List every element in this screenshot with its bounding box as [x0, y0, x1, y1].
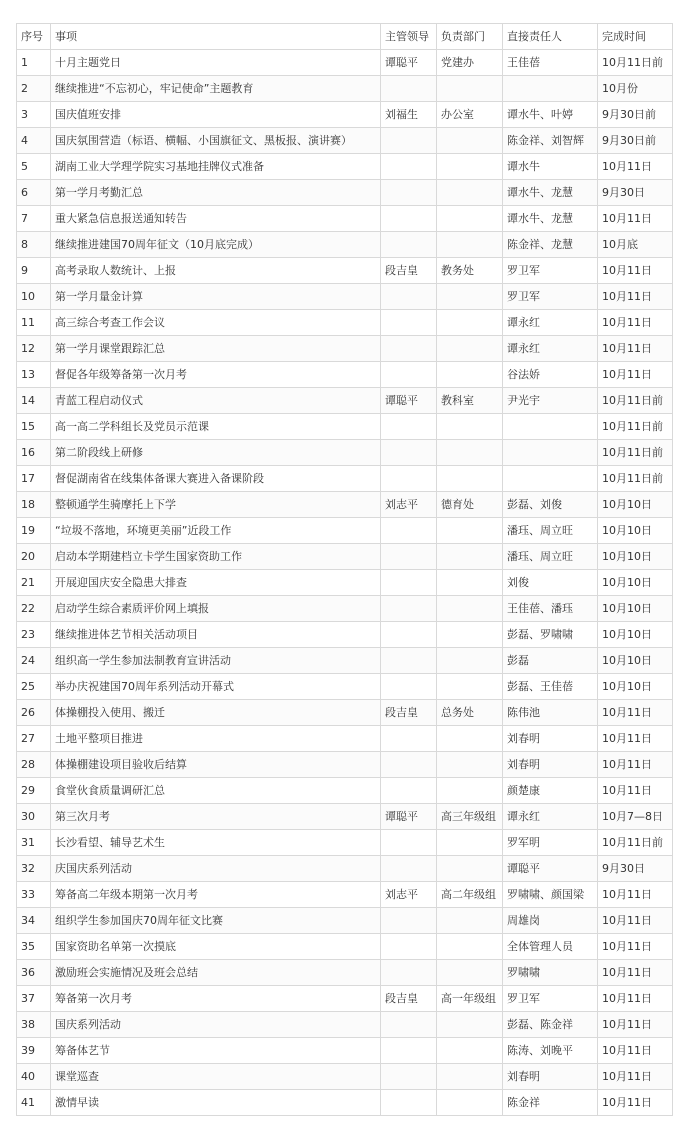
cell-department [437, 76, 503, 102]
table-row [17, 648, 673, 674]
table-row [17, 492, 673, 518]
cell-responsible [503, 76, 598, 102]
cell-responsible: 罗啸啸 [503, 960, 598, 986]
cell-index: 15 [17, 414, 51, 440]
cell-task: 第二阶段线上研修 [51, 440, 381, 466]
table-row [17, 596, 673, 622]
cell-index: 41 [17, 1090, 51, 1116]
cell-task: 激励班会实施情况及班会总结 [51, 960, 381, 986]
cell-task: 土地平整项目推进 [51, 726, 381, 752]
cell-department [437, 726, 503, 752]
cell-responsible [503, 414, 598, 440]
cell-index: 9 [17, 258, 51, 284]
cell-task: 激情早读 [51, 1090, 381, 1116]
cell-task: 青蓝工程启动仪式 [51, 388, 381, 414]
cell-index: 36 [17, 960, 51, 986]
cell-task: 举办庆祝建国70周年系列活动开幕式 [51, 674, 381, 700]
cell-task: 筹备高二年级本期第一次月考 [51, 882, 381, 908]
cell-leader [381, 1064, 437, 1090]
cell-responsible: 谭水牛 [503, 154, 598, 180]
cell-department [437, 466, 503, 492]
cell-index: 27 [17, 726, 51, 752]
cell-index: 19 [17, 518, 51, 544]
cell-leader: 刘志平 [381, 882, 437, 908]
cell-department: 高二年级组 [437, 882, 503, 908]
cell-responsible: 潘珏、周立旺 [503, 544, 598, 570]
cell-department [437, 830, 503, 856]
cell-responsible: 谷法娇 [503, 362, 598, 388]
cell-deadline: 10月11日前 [598, 388, 673, 414]
cell-index: 21 [17, 570, 51, 596]
cell-deadline: 10月份 [598, 76, 673, 102]
cell-deadline: 10月11日 [598, 1064, 673, 1090]
cell-deadline: 10月11日 [598, 934, 673, 960]
cell-task: 第三次月考 [51, 804, 381, 830]
cell-task: 高考录取人数统计、上报 [51, 258, 381, 284]
table-row [17, 856, 673, 882]
cell-deadline: 10月11日 [598, 362, 673, 388]
cell-responsible: 王佳蓓 [503, 50, 598, 76]
cell-responsible: 彭磊 [503, 648, 598, 674]
cell-index: 39 [17, 1038, 51, 1064]
cell-task: 开展迎国庆安全隐患大排查 [51, 570, 381, 596]
table-row [17, 336, 673, 362]
cell-department [437, 1038, 503, 1064]
cell-task: 湖南工业大学理学院实习基地挂牌仪式准备 [51, 154, 381, 180]
cell-leader [381, 232, 437, 258]
cell-responsible: 罗军明 [503, 830, 598, 856]
cell-department [437, 414, 503, 440]
cell-deadline: 10月10日 [598, 648, 673, 674]
cell-responsible: 刘春明 [503, 752, 598, 778]
cell-department [437, 570, 503, 596]
cell-leader [381, 778, 437, 804]
cell-deadline: 10月11日 [598, 726, 673, 752]
cell-department [437, 180, 503, 206]
cell-department [437, 1090, 503, 1116]
cell-department: 教科室 [437, 388, 503, 414]
cell-department: 教务处 [437, 258, 503, 284]
cell-responsible: 谭永红 [503, 336, 598, 362]
table-row [17, 128, 673, 154]
cell-department [437, 960, 503, 986]
cell-responsible: 谭水牛、龙慧 [503, 206, 598, 232]
cell-leader: 谭聪平 [381, 50, 437, 76]
cell-responsible: 刘春明 [503, 726, 598, 752]
cell-task: 国庆氛围营造（标语、横幅、小国旗征文、黑板报、演讲赛） [51, 128, 381, 154]
cell-index: 32 [17, 856, 51, 882]
table-row [17, 284, 673, 310]
cell-deadline: 10月11日 [598, 258, 673, 284]
table-row [17, 102, 673, 128]
cell-department [437, 440, 503, 466]
cell-responsible [503, 440, 598, 466]
cell-leader: 段吉皇 [381, 700, 437, 726]
cell-leader: 刘福生 [381, 102, 437, 128]
cell-leader [381, 362, 437, 388]
cell-index: 4 [17, 128, 51, 154]
cell-responsible: 周雄岗 [503, 908, 598, 934]
cell-index: 11 [17, 310, 51, 336]
cell-leader [381, 440, 437, 466]
cell-deadline: 10月11日 [598, 752, 673, 778]
cell-department: 党建办 [437, 50, 503, 76]
cell-deadline: 10月10日 [598, 518, 673, 544]
cell-deadline: 10月10日 [598, 596, 673, 622]
cell-task: 筹备第一次月考 [51, 986, 381, 1012]
cell-leader: 段吉皇 [381, 986, 437, 1012]
cell-task: 国庆值班安排 [51, 102, 381, 128]
cell-leader: 段吉皇 [381, 258, 437, 284]
cell-responsible: 谭聪平 [503, 856, 598, 882]
cell-responsible: 王佳蓓、潘珏 [503, 596, 598, 622]
cell-department [437, 206, 503, 232]
cell-deadline: 10月11日 [598, 154, 673, 180]
cell-department: 德育处 [437, 492, 503, 518]
cell-task: 第一学月量金计算 [51, 284, 381, 310]
cell-index: 7 [17, 206, 51, 232]
cell-deadline: 10月11日 [598, 336, 673, 362]
table-row [17, 440, 673, 466]
table-header-row [17, 24, 673, 50]
cell-task: 组织高一学生参加法制教育宣讲活动 [51, 648, 381, 674]
cell-responsible: 尹光宇 [503, 388, 598, 414]
cell-index: 40 [17, 1064, 51, 1090]
table-row [17, 1090, 673, 1116]
cell-task: 高一高二学科组长及党员示范课 [51, 414, 381, 440]
cell-task: 督促湖南省在线集体备课大赛进入备课阶段 [51, 466, 381, 492]
table-row [17, 1038, 673, 1064]
cell-index: 30 [17, 804, 51, 830]
cell-deadline: 9月30日 [598, 180, 673, 206]
cell-leader [381, 466, 437, 492]
cell-task: 继续推进“不忘初心，牢记使命”主题教育 [51, 76, 381, 102]
cell-task: 整顿通学生骑摩托上下学 [51, 492, 381, 518]
cell-responsible: 潘珏、周立旺 [503, 518, 598, 544]
cell-deadline: 10月底 [598, 232, 673, 258]
table-row [17, 726, 673, 752]
table-row [17, 206, 673, 232]
table-row [17, 778, 673, 804]
cell-task: 长沙看望、辅导艺术生 [51, 830, 381, 856]
cell-index: 1 [17, 50, 51, 76]
cell-deadline: 10月11日前 [598, 830, 673, 856]
cell-index: 34 [17, 908, 51, 934]
table-row [17, 388, 673, 414]
cell-leader [381, 284, 437, 310]
cell-task: 继续推进建国70周年征文（10月底完成） [51, 232, 381, 258]
cell-deadline: 10月10日 [598, 570, 673, 596]
cell-task: 国庆系列活动 [51, 1012, 381, 1038]
cell-deadline: 10月11日 [598, 986, 673, 1012]
cell-leader [381, 336, 437, 362]
cell-responsible: 罗卫军 [503, 258, 598, 284]
cell-deadline: 9月30日前 [598, 128, 673, 154]
table-row [17, 154, 673, 180]
table-row [17, 986, 673, 1012]
cell-responsible: 谭水牛、龙慧 [503, 180, 598, 206]
cell-deadline: 9月30日 [598, 856, 673, 882]
cell-department [437, 232, 503, 258]
table-row [17, 804, 673, 830]
table-row [17, 674, 673, 700]
cell-leader [381, 310, 437, 336]
table-row [17, 258, 673, 284]
cell-leader [381, 544, 437, 570]
cell-department [437, 518, 503, 544]
cell-leader [381, 830, 437, 856]
task-table [16, 23, 673, 1116]
table-row [17, 1012, 673, 1038]
cell-task: 筹备体艺节 [51, 1038, 381, 1064]
cell-index: 8 [17, 232, 51, 258]
cell-index: 10 [17, 284, 51, 310]
cell-department [437, 154, 503, 180]
cell-index: 5 [17, 154, 51, 180]
table-row [17, 752, 673, 778]
header-deadline: 完成时间 [598, 24, 673, 50]
cell-responsible [503, 466, 598, 492]
cell-department [437, 752, 503, 778]
cell-deadline: 10月10日 [598, 492, 673, 518]
cell-leader: 谭聪平 [381, 388, 437, 414]
cell-index: 6 [17, 180, 51, 206]
cell-department: 办公室 [437, 102, 503, 128]
cell-deadline: 10月11日前 [598, 440, 673, 466]
cell-index: 20 [17, 544, 51, 570]
cell-leader [381, 206, 437, 232]
table-row [17, 1064, 673, 1090]
cell-task: 课堂巡查 [51, 1064, 381, 1090]
cell-index: 12 [17, 336, 51, 362]
cell-responsible: 谭永红 [503, 310, 598, 336]
table-row [17, 700, 673, 726]
cell-department [437, 336, 503, 362]
cell-task: 食堂伙食质量调研汇总 [51, 778, 381, 804]
cell-department [437, 362, 503, 388]
cell-responsible: 陈金祥、刘智辉 [503, 128, 598, 154]
cell-deadline: 10月11日 [598, 1038, 673, 1064]
table-row [17, 50, 673, 76]
cell-responsible: 刘俊 [503, 570, 598, 596]
cell-leader [381, 518, 437, 544]
table-row [17, 362, 673, 388]
cell-leader [381, 1012, 437, 1038]
cell-deadline: 10月11日前 [598, 50, 673, 76]
cell-leader [381, 570, 437, 596]
cell-department [437, 1064, 503, 1090]
cell-deadline: 10月11日 [598, 960, 673, 986]
cell-leader [381, 674, 437, 700]
table-row [17, 622, 673, 648]
cell-responsible: 谭永红 [503, 804, 598, 830]
cell-task: 十月主题党日 [51, 50, 381, 76]
cell-deadline: 10月11日 [598, 700, 673, 726]
cell-leader [381, 154, 437, 180]
cell-deadline: 10月7—8日 [598, 804, 673, 830]
cell-department [437, 622, 503, 648]
cell-department: 高一年级组 [437, 986, 503, 1012]
cell-index: 17 [17, 466, 51, 492]
cell-task: 重大紧急信息报送通知转告 [51, 206, 381, 232]
cell-task: 体操棚投入使用、搬迁 [51, 700, 381, 726]
cell-leader [381, 960, 437, 986]
cell-index: 26 [17, 700, 51, 726]
cell-task: 继续推进体艺节相关活动项目 [51, 622, 381, 648]
cell-index: 24 [17, 648, 51, 674]
cell-index: 2 [17, 76, 51, 102]
cell-index: 13 [17, 362, 51, 388]
cell-task: 启动本学期建档立卡学生国家资助工作 [51, 544, 381, 570]
cell-task: 督促各年级筹备第一次月考 [51, 362, 381, 388]
cell-index: 16 [17, 440, 51, 466]
cell-index: 38 [17, 1012, 51, 1038]
cell-task: 体操棚建设项目验收后结算 [51, 752, 381, 778]
header-task: 事项 [51, 24, 381, 50]
cell-leader [381, 128, 437, 154]
cell-leader [381, 1038, 437, 1064]
cell-leader [381, 622, 437, 648]
cell-responsible: 彭磊、罗啸啸 [503, 622, 598, 648]
cell-leader [381, 752, 437, 778]
cell-responsible: 罗卫军 [503, 284, 598, 310]
cell-responsible: 刘春明 [503, 1064, 598, 1090]
cell-leader [381, 908, 437, 934]
cell-deadline: 10月11日前 [598, 414, 673, 440]
cell-deadline: 10月10日 [598, 674, 673, 700]
table-row [17, 908, 673, 934]
table-row [17, 76, 673, 102]
table-row [17, 310, 673, 336]
table-row [17, 414, 673, 440]
cell-task: 国家资助名单第一次摸底 [51, 934, 381, 960]
cell-responsible: 颜楚康 [503, 778, 598, 804]
table-row [17, 570, 673, 596]
cell-task: 第一学月课堂跟踪汇总 [51, 336, 381, 362]
cell-leader [381, 596, 437, 622]
table-row [17, 544, 673, 570]
cell-deadline: 10月11日 [598, 778, 673, 804]
cell-deadline: 10月11日 [598, 284, 673, 310]
cell-department [437, 778, 503, 804]
cell-leader: 刘志平 [381, 492, 437, 518]
header-index: 序号 [17, 24, 51, 50]
cell-leader: 谭聪平 [381, 804, 437, 830]
cell-task: 高三综合考查工作会议 [51, 310, 381, 336]
cell-task: 庆国庆系列活动 [51, 856, 381, 882]
cell-department [437, 284, 503, 310]
cell-department [437, 1012, 503, 1038]
cell-department: 高三年级组 [437, 804, 503, 830]
table-row [17, 934, 673, 960]
table-row [17, 180, 673, 206]
table-row [17, 518, 673, 544]
cell-deadline: 10月10日 [598, 544, 673, 570]
cell-department [437, 908, 503, 934]
cell-deadline: 10月11日 [598, 310, 673, 336]
cell-responsible: 陈涛、刘晚平 [503, 1038, 598, 1064]
cell-index: 35 [17, 934, 51, 960]
cell-task: “垃圾不落地，环境更美丽”近段工作 [51, 518, 381, 544]
cell-responsible: 罗卫军 [503, 986, 598, 1012]
cell-deadline: 10月11日 [598, 206, 673, 232]
cell-index: 33 [17, 882, 51, 908]
cell-deadline: 10月10日 [598, 622, 673, 648]
cell-responsible: 谭水牛、叶婷 [503, 102, 598, 128]
cell-department [437, 648, 503, 674]
cell-responsible: 陈伟池 [503, 700, 598, 726]
cell-responsible: 彭磊、陈金祥 [503, 1012, 598, 1038]
table-row [17, 882, 673, 908]
cell-department [437, 128, 503, 154]
cell-index: 28 [17, 752, 51, 778]
cell-deadline: 9月30日前 [598, 102, 673, 128]
cell-responsible: 彭磊、王佳蓓 [503, 674, 598, 700]
cell-leader [381, 414, 437, 440]
cell-responsible: 彭磊、刘俊 [503, 492, 598, 518]
table-row [17, 960, 673, 986]
cell-index: 29 [17, 778, 51, 804]
cell-index: 18 [17, 492, 51, 518]
cell-department [437, 674, 503, 700]
cell-responsible: 全体管理人员 [503, 934, 598, 960]
cell-responsible: 陈金祥、龙慧 [503, 232, 598, 258]
table-row [17, 466, 673, 492]
cell-department [437, 934, 503, 960]
cell-leader [381, 76, 437, 102]
cell-leader [381, 1090, 437, 1116]
cell-responsible: 陈金祥 [503, 1090, 598, 1116]
cell-deadline: 10月11日 [598, 1012, 673, 1038]
cell-index: 31 [17, 830, 51, 856]
cell-responsible: 罗啸啸、颜国梁 [503, 882, 598, 908]
cell-task: 组织学生参加国庆70周年征文比赛 [51, 908, 381, 934]
cell-index: 22 [17, 596, 51, 622]
cell-index: 3 [17, 102, 51, 128]
cell-task: 第一学月考勤汇总 [51, 180, 381, 206]
cell-department [437, 310, 503, 336]
cell-deadline: 10月11日 [598, 908, 673, 934]
table-row [17, 830, 673, 856]
cell-department [437, 544, 503, 570]
cell-index: 23 [17, 622, 51, 648]
cell-leader [381, 648, 437, 674]
cell-deadline: 10月11日 [598, 882, 673, 908]
table-row [17, 232, 673, 258]
header-department: 负责部门 [437, 24, 503, 50]
header-leader: 主管领导 [381, 24, 437, 50]
cell-deadline: 10月11日前 [598, 466, 673, 492]
cell-task: 启动学生综合素质评价网上填报 [51, 596, 381, 622]
cell-leader [381, 856, 437, 882]
cell-index: 37 [17, 986, 51, 1012]
cell-leader [381, 726, 437, 752]
cell-department: 总务处 [437, 700, 503, 726]
cell-index: 25 [17, 674, 51, 700]
cell-deadline: 10月11日 [598, 1090, 673, 1116]
cell-index: 14 [17, 388, 51, 414]
cell-leader [381, 180, 437, 206]
cell-department [437, 596, 503, 622]
cell-leader [381, 934, 437, 960]
header-responsible: 直接责任人 [503, 24, 598, 50]
cell-department [437, 856, 503, 882]
